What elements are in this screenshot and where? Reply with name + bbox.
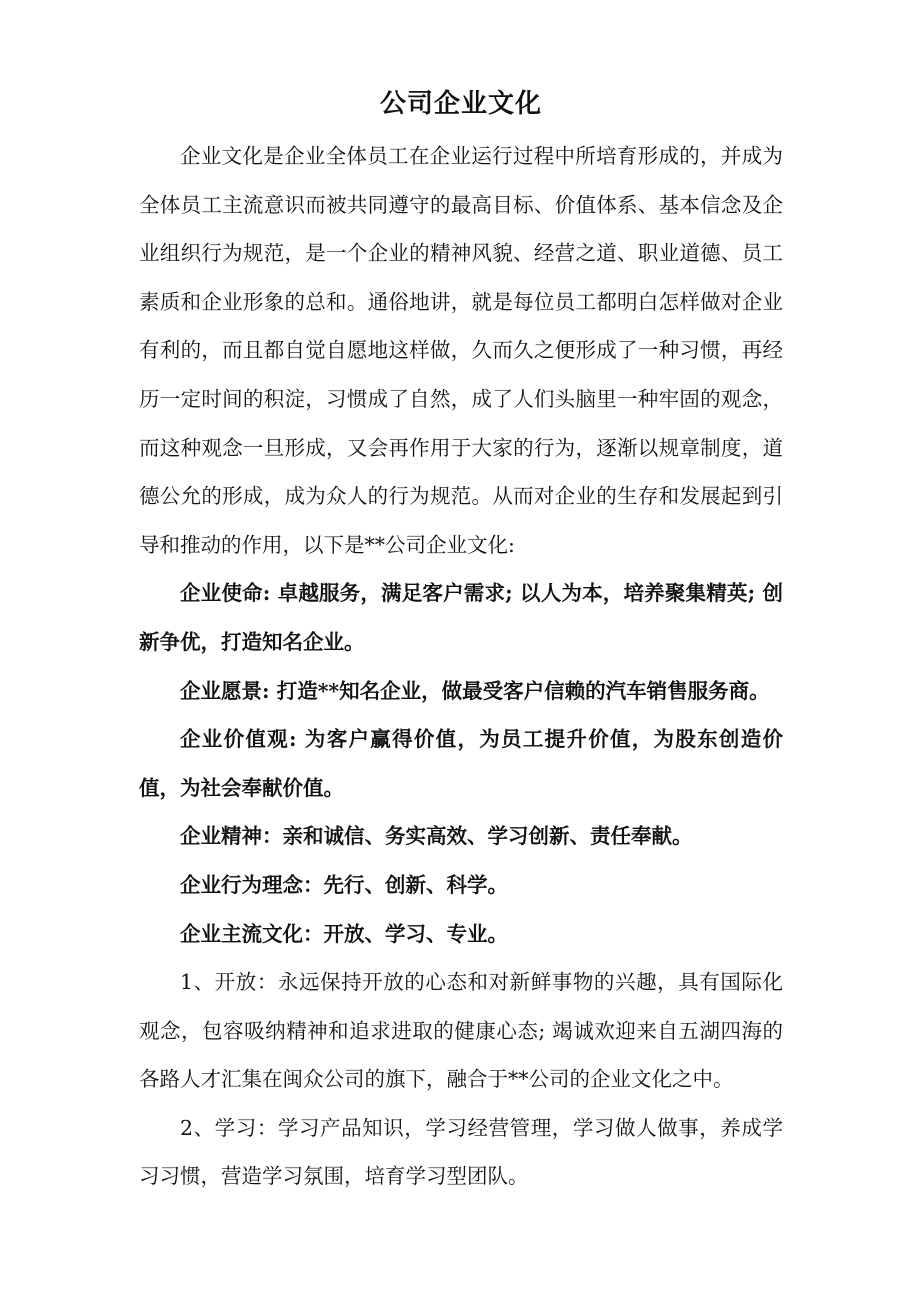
intro-paragraph: 企业文化是企业全体员工在企业运行过程中所培育形成的，并成为全体员工主流意识而被共同遵守的最高目标、价值体系、基本信念及企业组织行为规范，是一个企业的精神风貌、经营之道、职业道德、员工素质和企业形象的总和。通俗地讲，就是每位员工都明白怎样做对企业有利的，而且都自觉自愿地这样做，久而久之便形成了一种习惯，再经历一定时间的积淀，习惯成了自然，成了人们头脑里一种牢固的观念，而这种观念一旦形成，又会再作用于大家的行为，逐渐以规章制度，道德公允的形成，成为众人的行为规范。从而对企业的生存和发展起到引导和推动的作用，以下是**公司企业文化: bbox=[139, 144, 783, 557]
document-page bbox=[139, 84, 783, 1201]
item-learning-paragraph: 2、学习：学习产品知识，学习经营管理，学习做人做事，养成学习习惯，营造学习氛围，培育学习型团队。 bbox=[139, 1115, 783, 1189]
behavior-paragraph: 企业行为理念：先行、创新、科学。 bbox=[180, 872, 508, 897]
mainstream-culture-paragraph: 企业主流文化：开放、学习、专业。 bbox=[180, 921, 508, 946]
mission-paragraph: 企业使命: 卓越服务，满足客户需求; 以人为本，培养聚集精英; 创新争优，打造知名企业。 bbox=[139, 581, 783, 654]
document-title: 公司企业文化 bbox=[379, 89, 542, 119]
spirit-paragraph: 企业精神：亲和诚信、务实高效、学习创新、责任奉献。 bbox=[180, 824, 693, 849]
item-open-paragraph: 1、开放：永远保持开放的心态和对新鲜事物的兴趣，具有国际化观念，包容吸纳精神和追求进取的健康心态; 竭诚欢迎来自五湖四海的各路人才汇集在闽众公司的旗下，融合于**公司的企业文化之中。 bbox=[139, 970, 783, 1092]
vision-paragraph: 企业愿景: 打造**知名企业，做最受客户信赖的汽车销售服务商。 bbox=[180, 678, 770, 703]
values-paragraph: 企业价值观: 为客户赢得价值，为员工提升价值，为股东创造价值，为社会奉献价值。 bbox=[139, 727, 783, 800]
